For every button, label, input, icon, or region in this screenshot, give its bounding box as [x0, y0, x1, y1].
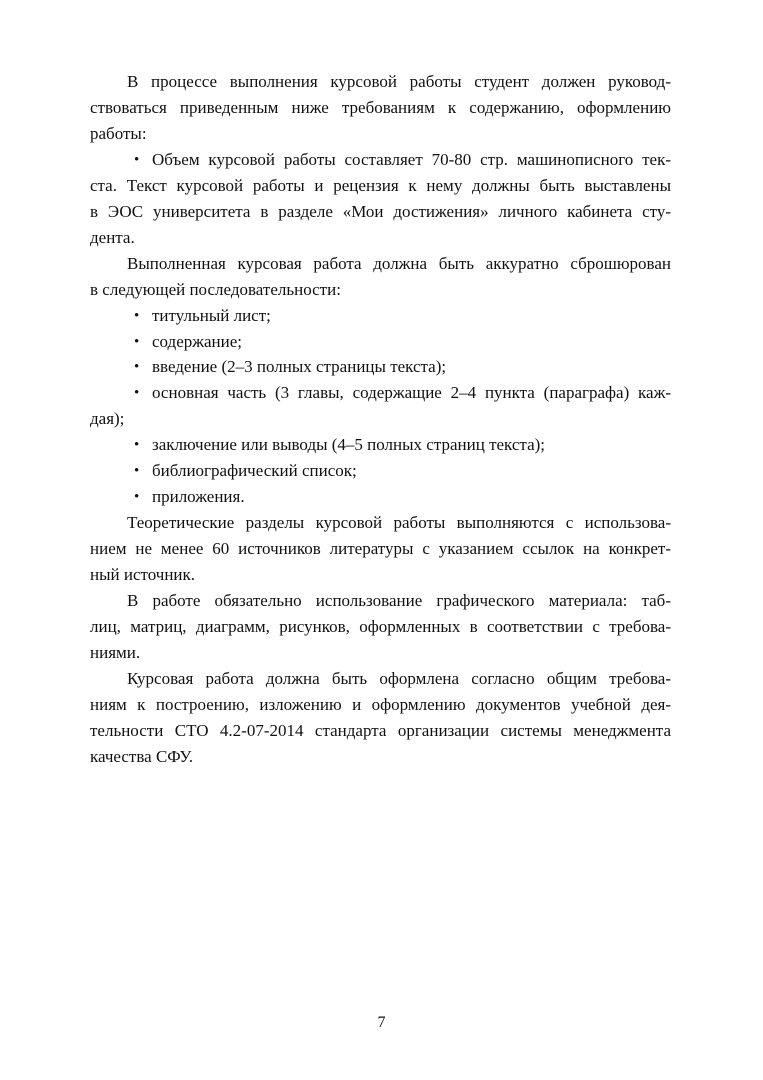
text-line: дента.: [90, 227, 135, 247]
text-line: Теоретические разделы курсовой работы выполняются с использова-: [127, 513, 671, 533]
text-line: работы:: [90, 123, 147, 143]
bullet-icon: •: [134, 385, 140, 402]
text-line: Выполненная курсовая работа должна быть аккуратно сброшюрован: [127, 253, 671, 273]
text-line: качества СФУ.: [90, 746, 193, 766]
text-line: дая);: [90, 409, 125, 429]
text-line: ста. Текст курсовой работы и рецензия к нему должны быть выставлены: [90, 175, 671, 195]
text-line: тельности СТО 4.2-07-2014 стандарта организации системы менеджмента: [90, 720, 671, 740]
text-line: Курсовая работа должна быть оформлена согласно общим требова-: [127, 668, 671, 688]
text-line: библиографический список;: [152, 461, 357, 481]
bullet-icon: •: [134, 359, 140, 376]
text-line: ниями.: [90, 642, 141, 662]
page-number: 7: [377, 1014, 386, 1031]
bullet-icon: •: [134, 307, 140, 324]
text-line: заключение или выводы (4–5 полных страниц текста);: [152, 435, 545, 455]
text-line: введение (2–3 полных страницы текста);: [152, 357, 447, 377]
text-line: ный источник.: [90, 565, 196, 585]
text-line: Объем курсовой работы составляет 70-80 стр. машинописного тек-: [152, 149, 671, 169]
text-line: нием не менее 60 источников литературы с указанием ссылок на конкрет-: [90, 539, 671, 559]
text-line: титульный лист;: [152, 305, 271, 325]
text-line: ниям к построению, изложению и оформлению документов учебной дея-: [90, 694, 671, 714]
text-line: приложения.: [152, 487, 245, 507]
bullet-icon: •: [134, 151, 140, 168]
text-line: ствоваться приведенным ниже требованиям к содержанию, оформлению: [90, 97, 671, 117]
bullet-icon: •: [134, 437, 140, 454]
text-line: лиц, матриц, диаграмм, рисунков, оформленных в соответствии с требова-: [90, 616, 671, 636]
text-line: основная часть (3 главы, содержащие 2–4 пункта (параграфа) каж-: [152, 383, 671, 403]
text-line: в ЭОС университета в разделе «Мои достижения» личного кабинета сту-: [90, 201, 671, 221]
text-line: В процессе выполнения курсовой работы студент должен руковод-: [127, 72, 671, 91]
bullet-icon: •: [134, 333, 140, 350]
bullet-icon: •: [134, 463, 140, 480]
text-line: в следующей последовательности:: [90, 279, 341, 299]
bullet-icon: •: [134, 489, 140, 506]
text-line: В работе обязательно использование графического материала: таб-: [127, 591, 671, 610]
text-line: содержание;: [152, 331, 243, 351]
